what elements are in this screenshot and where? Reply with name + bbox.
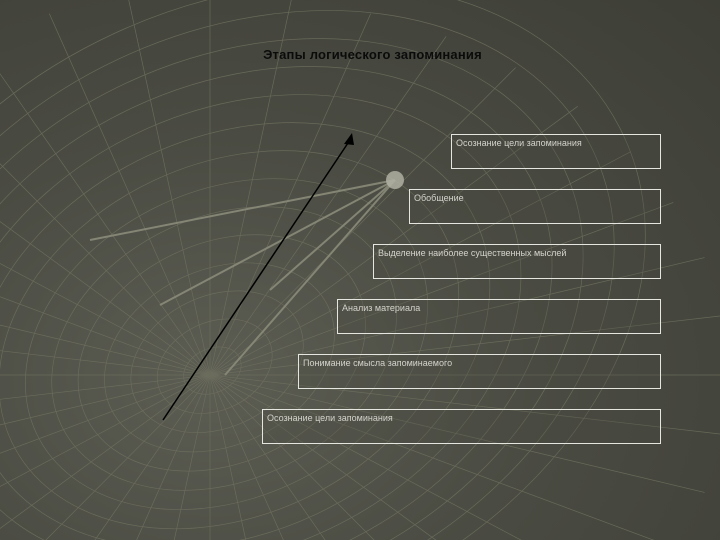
step-box-3 — [373, 244, 661, 279]
step-box-5 — [298, 354, 661, 389]
web-spoke — [0, 375, 210, 434]
web-spoke — [0, 375, 210, 492]
step-box-4 — [337, 299, 661, 334]
web-spoke — [0, 316, 210, 375]
step-box-1 — [451, 134, 661, 169]
web-spoke — [0, 68, 210, 375]
page-title: Этапы логического запоминания — [263, 47, 482, 62]
web-spoke — [210, 375, 291, 540]
step-label-1: Осознание цели запоминания — [456, 138, 582, 148]
hub-node — [386, 171, 404, 189]
web-spoke — [49, 375, 210, 540]
step-box-2 — [409, 189, 661, 224]
step-label-4: Анализ материала — [342, 303, 421, 313]
web-spoke — [0, 258, 210, 375]
step-label-2: Обобщение — [414, 193, 464, 203]
web-ring — [176, 338, 249, 403]
web-spoke — [210, 375, 371, 540]
web-spoke — [210, 375, 631, 540]
step-box-6 — [262, 409, 661, 444]
web-spoke — [210, 375, 673, 540]
step-label-6: Осознание цели запоминания — [267, 413, 393, 423]
web-ring — [5, 153, 443, 540]
web-spoke — [210, 202, 673, 375]
web-spoke — [0, 106, 210, 375]
web-spoke — [210, 375, 516, 540]
step-label-3: Выделение наиболее существенных мыслей — [378, 248, 567, 258]
web-spoke — [0, 36, 210, 375]
arrow-head — [344, 133, 354, 145]
web-spoke — [129, 375, 210, 540]
step-label-5: Понимание смысла запоминаемого — [303, 358, 453, 368]
web-spoke — [210, 375, 446, 540]
web-ring — [0, 42, 560, 540]
